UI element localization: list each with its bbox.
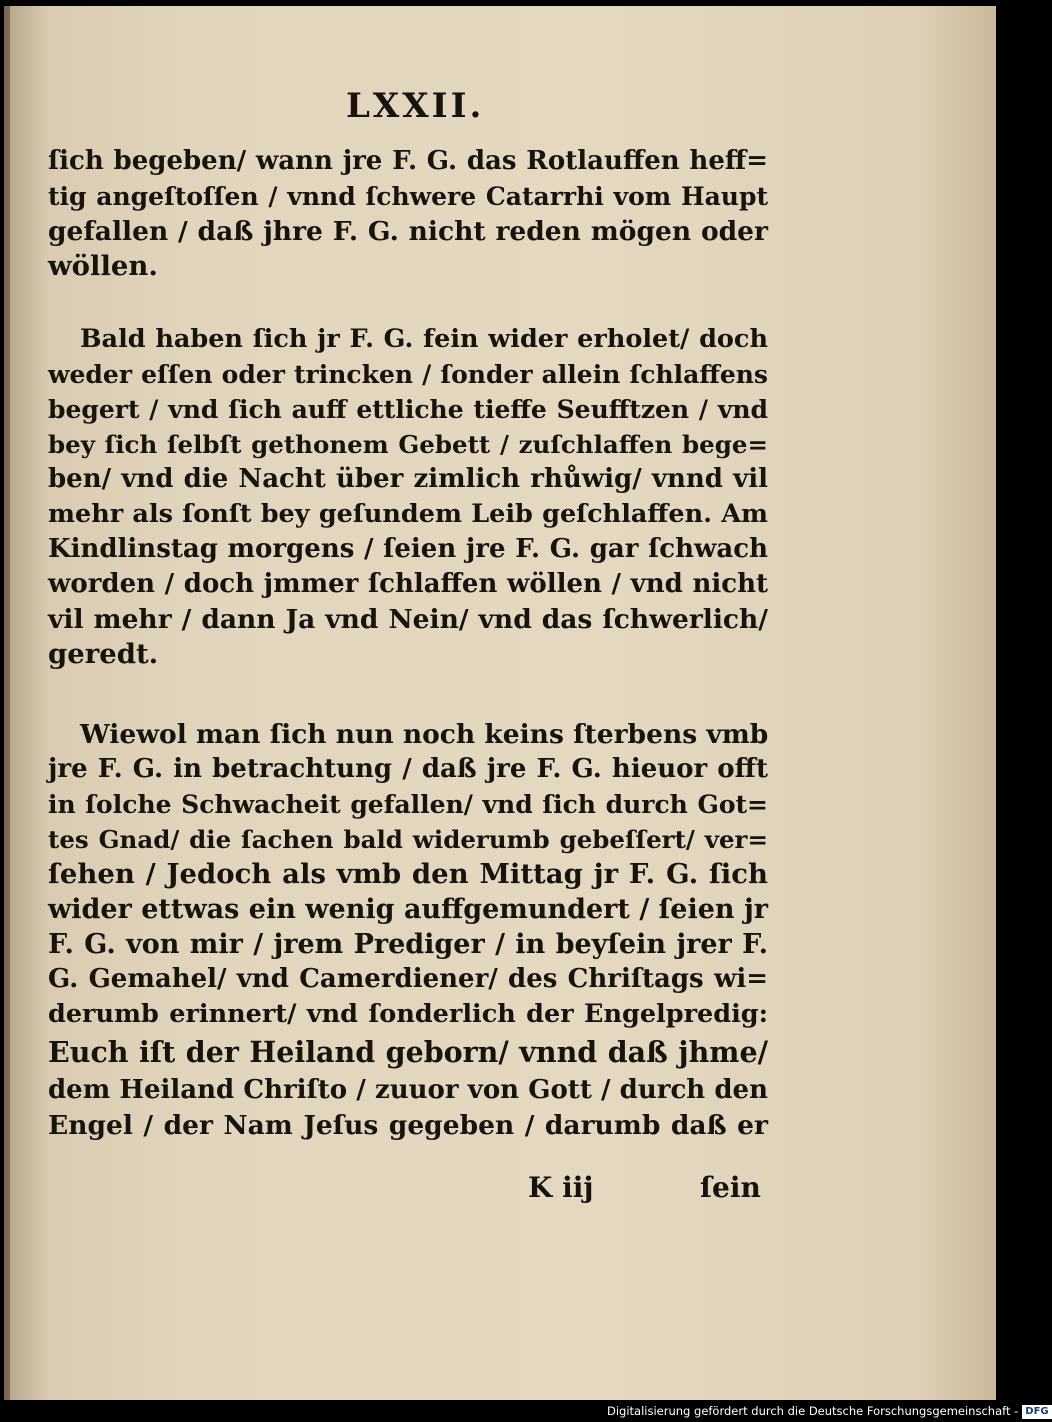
text-line: wöllen. — [48, 250, 158, 282]
text-line: ſich begeben/ wann jre F. G. das Rotlauffen heff= — [48, 146, 768, 176]
text-line: Engel / der Nam Jeſus gegeben / darumb daß er — [48, 1110, 768, 1141]
text-line: ſehen / Jedoch als vmb den Mittag jr F. G. ſich — [48, 858, 768, 890]
text-line: weder eſſen oder trincken / ſonder allein ſchlaffens — [48, 360, 768, 389]
text-line: Kindlinstag morgens / ſeien jre F. G. gar ſchwach — [48, 534, 768, 564]
text-line: tig angeſtoſſen / vnnd ſchwere Catarrhi vom Haupt — [48, 182, 768, 211]
text-line: begert / vnd ſich auff ettliche tieffe Seufftzen / vnd — [48, 395, 768, 424]
text-line: tes Gnad/ die ſachen bald widerumb gebeſſert/ ver= — [48, 825, 768, 854]
text-line: mehr als ſonſt bey geſundem Leib geſchlaffen. Am — [48, 499, 768, 529]
paragraph-2 — [48, 322, 768, 672]
text-line: in ſolche Schwacheit gefallen/ vnd ſich durch Got= — [48, 790, 768, 819]
text-line: geredt. — [48, 638, 159, 670]
dfg-logo-icon: DFG — [1022, 1405, 1051, 1419]
text-line: wider ettwas ein wenig auffgemundert / ſeien jr — [48, 894, 768, 925]
text-line: Euch iſt der Heiland geborn/ vnnd daß jhme/ — [48, 1035, 768, 1069]
catchword: ſein — [700, 1171, 761, 1204]
text-line: Bald haben ſich jr F. G. fein wider erholet/ doch — [80, 324, 768, 354]
signature-mark: K iij — [528, 1171, 594, 1204]
book-page — [4, 6, 996, 1400]
text-line: worden / doch jmmer ſchlaffen wöllen / vnd nicht — [48, 569, 768, 599]
page-number: LXXII. — [346, 86, 485, 126]
paragraph-1 — [48, 144, 768, 284]
text-line: vil mehr / dann Ja vnd Nein/ vnd das ſchwerlich/ — [48, 604, 768, 635]
text-line: bey ſich ſelbſt gethonem Gebett / zuſchlaffen bege= — [48, 430, 768, 459]
text-line: jre F. G. in betrachtung / daß jre F. G. hieuor offt — [48, 754, 768, 784]
footer-text: Digitalisierung gefördert durch die Deutsche Forschungsgemeinschaft - — [607, 1404, 1019, 1418]
text-line: derumb erinnert/ vnd ſonderlich der Engelpredig: — [48, 999, 768, 1029]
text-line: ben/ vnd die Nacht über zimlich rhůwig/ vnnd vil — [48, 464, 768, 494]
paragraph-3 — [48, 717, 768, 1143]
text-line: F. G. von mir / jrem Prediger / in beyſein jrer F. — [48, 929, 768, 960]
text-line: dem Heiland Chriſto / zuuor von Gott / durch den — [48, 1075, 768, 1105]
text-line: G. Gemahel/ vnd Camerdiener/ des Chriſtags wi= — [48, 964, 768, 994]
text-line: Wiewol man ſich nun noch keins ſterbens vmb — [80, 719, 769, 750]
digitization-footer — [607, 1401, 1049, 1422]
text-line: gefallen / daß jhre F. G. nicht reden mögen oder — [48, 216, 768, 247]
